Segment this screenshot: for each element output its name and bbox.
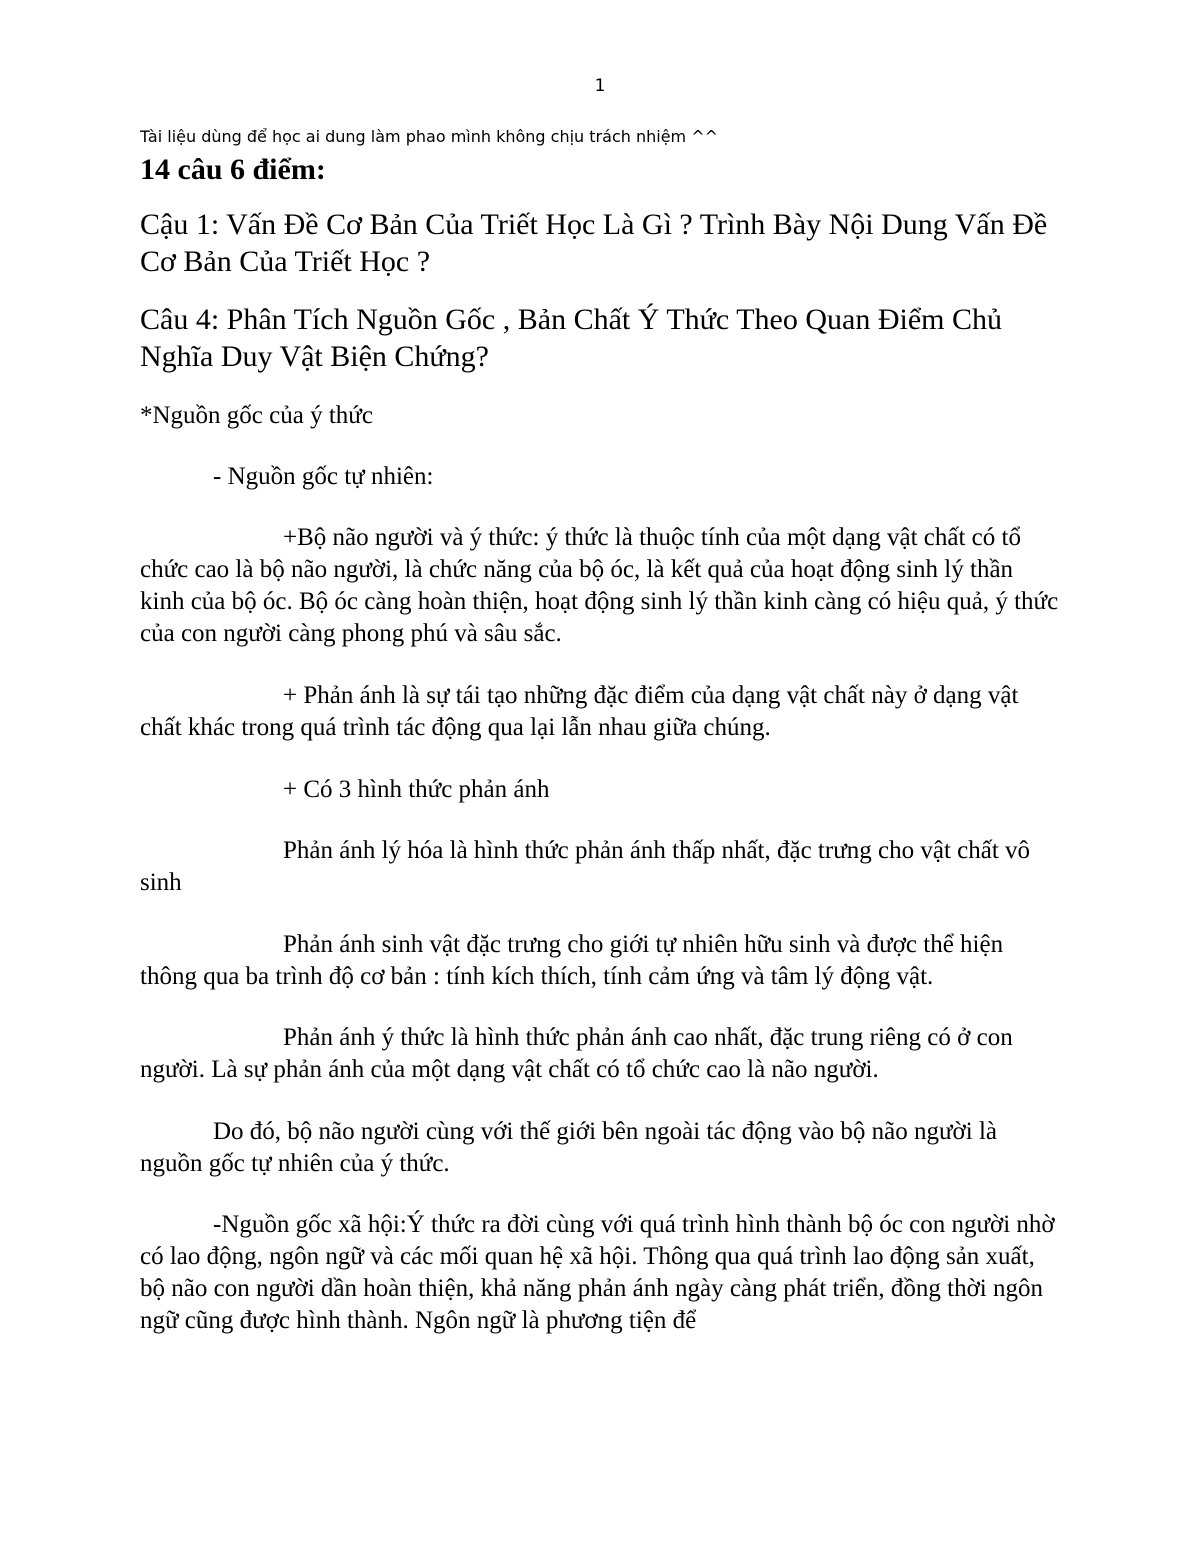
- biological-reflection-paragraph: Phản ánh sinh vật đặc trưng cho giới tự nhiên hữu sinh và được thể hiện thông qua ba trình độ cơ bản : tính kích thích, tính cảm ứng và tâm lý động vật.: [140, 931, 1004, 990]
- physical-reflection-paragraph: Phản ánh lý hóa là hình thức phản ánh thấp nhất, đặc trưng cho vật chất vô sinh: [140, 837, 1031, 896]
- section-heading: 14 câu 6 điểm:: [140, 153, 326, 186]
- disclaimer-note: Tài liệu dùng để học ai dung làm phao mình không chịu trách nhiệm ^^: [140, 127, 719, 146]
- social-origin-paragraph: -Nguồn gốc xã hội:Ý thức ra đời cùng với quá trình hình thành bộ óc con người nhờ có lao động, ngôn ngữ và các mối quan hệ xã hội. Thông qua quá trình lao động sản xuất, bộ não con người dần hoàn thiện, khả năng phản ánh ngày càng phát triển, đồng thời ngôn ngữ cũng được hình thành. Ngôn ngữ là phương tiện để: [140, 1211, 1055, 1334]
- conclusion-paragraph: Do đó, bộ não người cùng với thế giới bên ngoài tác động vào bộ não người là nguồn gốc tự nhiên của ý thức.: [140, 1118, 998, 1177]
- brain-paragraph: +Bộ não người và ý thức: ý thức là thuộc tính của một dạng vật chất có tổ chức cao là bộ não người, là chức năng của bộ óc, là kết quả của hoạt động sinh lý thần kinh của bộ óc. Bộ óc càng hoàn thiện, hoạt động sinh lý thần kinh càng có hiệu quả, ý thức của con người càng phong phú và sâu sắc.: [140, 524, 1059, 647]
- reflection-forms-paragraph: + Có 3 hình thức phản ánh: [283, 776, 550, 803]
- conscious-reflection-paragraph: Phản ánh ý thức là hình thức phản ánh cao nhất, đặc trung riêng có ở con người. Là sự phản ánh của một dạng vật chất có tổ chức cao là não người.: [140, 1024, 1013, 1083]
- question-4-title: Câu 4: Phân Tích Nguồn Gốc , Bản Chất Ý Thức Theo Quan Điểm Chủ Nghĩa Duy Vật Biện Chứng?: [140, 303, 1002, 373]
- question-1-title: Cậu 1: Vấn Đề Cơ Bản Của Triết Học Là Gì ? Trình Bày Nội Dung Vấn Đề Cơ Bản Của Triết Học ?: [140, 208, 1048, 278]
- reflection-paragraph: + Phản ánh là sự tái tạo những đặc điểm của dạng vật chất này ở dạng vật chất khác trong quá trình tác động qua lại lẫn nhau giữa chúng.: [140, 682, 1019, 741]
- natural-origin-heading: - Nguồn gốc tự nhiên:: [213, 463, 434, 490]
- origin-heading: *Nguồn gốc của ý thức: [140, 402, 373, 429]
- page-number: 1: [594, 76, 606, 96]
- page-content: [140, 126, 1060, 1337]
